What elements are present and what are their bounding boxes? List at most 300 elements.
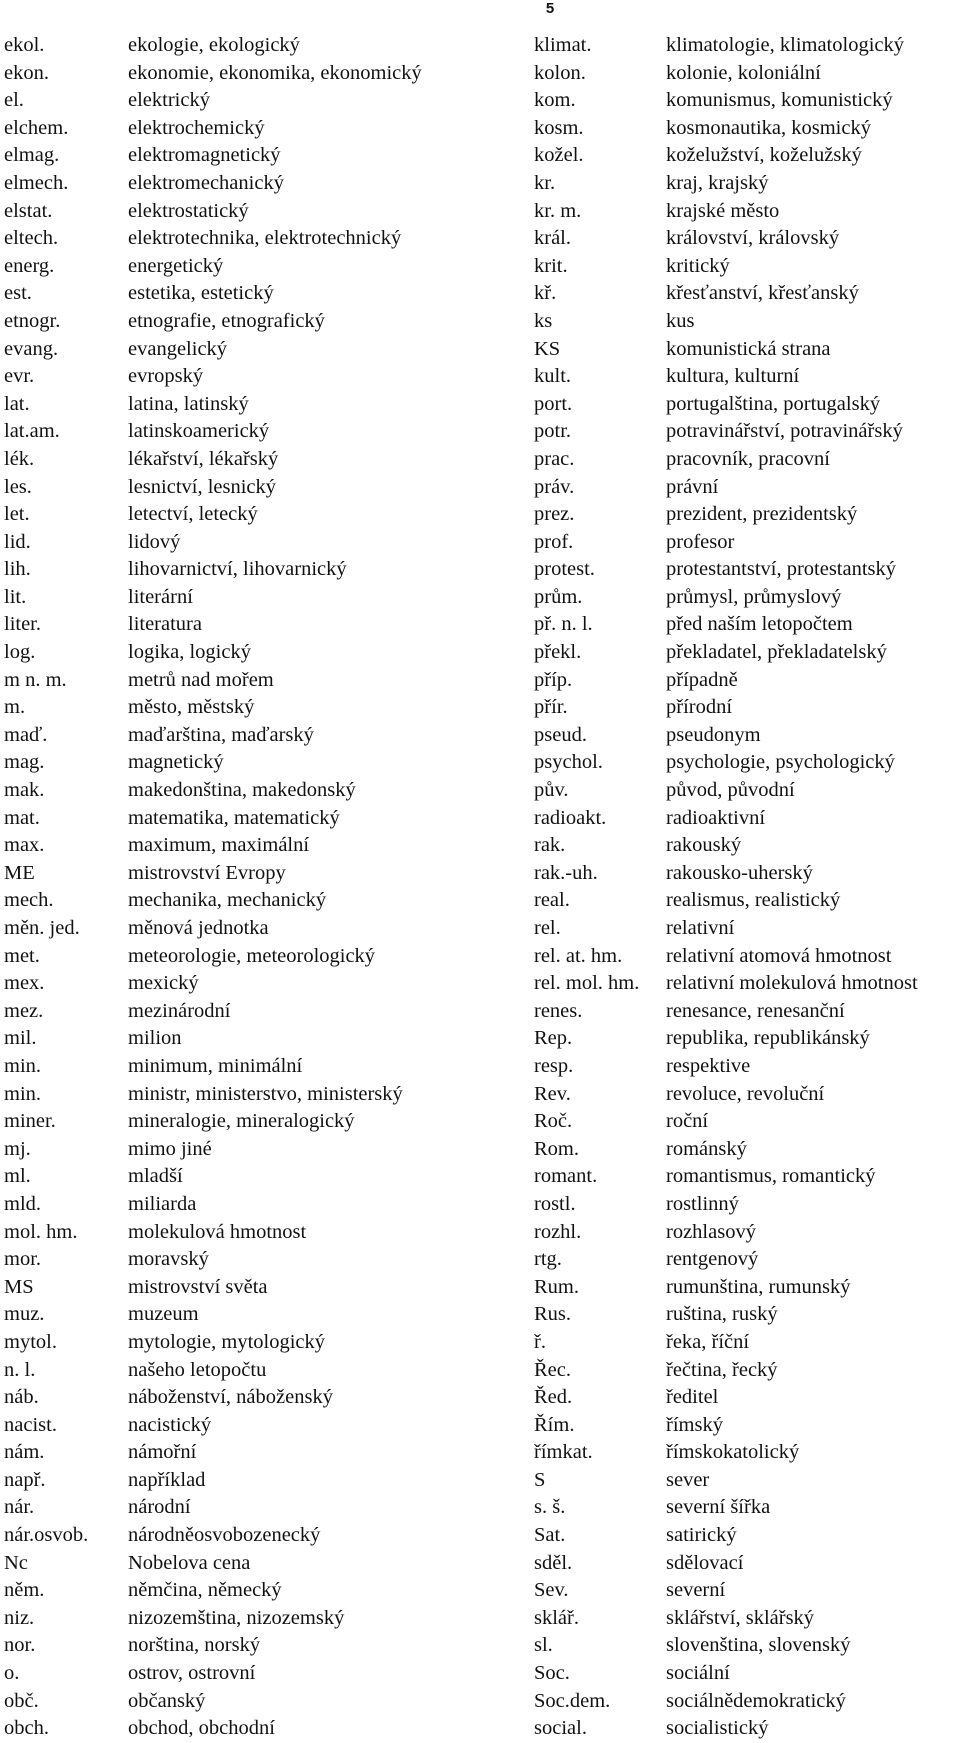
abbreviation-term: miner. [4, 1110, 56, 1133]
abbreviation-meaning: rostlinný [666, 1192, 739, 1215]
abbreviation-entry [534, 832, 960, 860]
abbreviation-meaning: lékařství, lékařský [128, 447, 279, 470]
abbreviation-entry [534, 1605, 960, 1633]
abbreviation-entry [534, 418, 960, 446]
abbreviation-entry [534, 1577, 960, 1605]
abbreviation-term: mez. [4, 999, 44, 1022]
abbreviation-entry [4, 1329, 514, 1357]
abbreviation-meaning: Nobelova cena [128, 1551, 251, 1574]
abbreviation-meaning: estetika, estetický [128, 282, 274, 305]
abbreviation-entry [534, 32, 960, 60]
abbreviation-term: kr. [534, 171, 556, 194]
abbreviation-entry [534, 887, 960, 915]
abbreviation-entry [534, 943, 960, 971]
abbreviation-entry [4, 170, 514, 198]
abbreviation-term: lat.am. [4, 420, 60, 443]
abbreviation-term: prům. [534, 585, 583, 608]
abbreviation-meaning: ředitel [666, 1386, 719, 1409]
abbreviation-entry [534, 391, 960, 419]
abbreviation-meaning: rakousko-uherský [666, 861, 813, 884]
abbreviation-term: muz. [4, 1303, 45, 1326]
abbreviation-meaning: kus [666, 309, 695, 332]
abbreviation-entry [4, 1577, 514, 1605]
abbreviation-term: energ. [4, 254, 55, 277]
abbreviation-term: real. [534, 889, 570, 912]
abbreviation-meaning: průmysl, průmyslový [666, 585, 842, 608]
abbreviation-term: klimat. [534, 34, 592, 56]
abbreviation-term: sl. [534, 1634, 553, 1657]
abbreviation-entry [4, 1522, 514, 1550]
abbreviation-term: nár.osvob. [4, 1524, 89, 1547]
abbreviation-entry [534, 170, 960, 198]
abbreviation-meaning: křesťanství, křesťanský [666, 282, 859, 305]
abbreviation-term: Řed. [534, 1386, 573, 1409]
abbreviation-term: sklář. [534, 1606, 579, 1629]
abbreviation-entry [4, 887, 514, 915]
abbreviation-meaning: klimatologie, klimatologický [666, 34, 904, 56]
abbreviation-term: král. [534, 227, 571, 250]
abbreviation-term: překl. [534, 641, 582, 664]
abbreviation-term: eltech. [4, 227, 59, 250]
abbreviation-entry [534, 1715, 960, 1743]
abbreviation-term: příp. [534, 668, 573, 691]
abbreviation-entry [534, 1384, 960, 1412]
abbreviation-entry [4, 667, 514, 695]
abbreviation-term: romant. [534, 1165, 598, 1188]
abbreviation-meaning: evropský [128, 365, 204, 388]
abbreviation-meaning: ostrov, ostrovní [128, 1662, 256, 1685]
abbreviation-meaning: radioaktivní [666, 806, 766, 829]
abbreviation-meaning: němčina, německý [128, 1579, 282, 1602]
abbreviation-entry [4, 1688, 514, 1716]
abbreviation-term: lit. [4, 585, 27, 608]
right-column [534, 32, 960, 1743]
abbreviation-entry [4, 805, 514, 833]
abbreviation-entry [534, 1136, 960, 1164]
abbreviation-term: lih. [4, 558, 31, 581]
abbreviation-term: Řím. [534, 1413, 575, 1436]
abbreviation-term: mol. hm. [4, 1220, 78, 1243]
abbreviation-entry [4, 1384, 514, 1412]
abbreviation-meaning: původ, původní [666, 779, 795, 802]
abbreviation-entry [4, 198, 514, 226]
abbreviation-entry [534, 749, 960, 777]
abbreviation-meaning: letectví, letecký [128, 503, 258, 526]
abbreviation-meaning: milion [128, 1027, 182, 1050]
abbreviation-meaning: latinskoamerický [128, 420, 270, 443]
abbreviation-meaning: pracovník, pracovní [666, 447, 830, 470]
abbreviation-meaning: přírodní [666, 696, 733, 719]
abbreviation-meaning: mexický [128, 972, 199, 995]
abbreviation-term: nár. [4, 1496, 35, 1519]
abbreviation-meaning: energetický [128, 254, 224, 277]
abbreviation-term: např. [4, 1468, 46, 1491]
abbreviation-term: radioakt. [534, 806, 607, 829]
abbreviation-entry [4, 308, 514, 336]
abbreviation-entry [4, 60, 514, 88]
abbreviation-meaning: logika, logický [128, 641, 251, 664]
abbreviation-meaning: lesnictví, lesnický [128, 475, 277, 498]
abbreviation-term: min. [4, 1054, 42, 1077]
abbreviation-term: etnogr. [4, 309, 61, 332]
abbreviation-meaning: realismus, realistický [666, 889, 841, 912]
abbreviation-entry [4, 694, 514, 722]
abbreviation-entry [534, 115, 960, 143]
abbreviation-term: est. [4, 282, 32, 305]
abbreviation-term: mor. [4, 1248, 42, 1271]
abbreviation-entry [4, 970, 514, 998]
abbreviation-term: mj. [4, 1137, 31, 1160]
abbreviation-meaning: severní [666, 1579, 726, 1602]
abbreviation-term: lid. [4, 530, 31, 553]
abbreviation-term: Sat. [534, 1524, 566, 1547]
abbreviation-term: ks [534, 309, 553, 332]
abbreviation-term: kolon. [534, 61, 586, 84]
abbreviation-entry [4, 611, 514, 639]
abbreviation-term: kř. [534, 282, 557, 305]
abbreviation-term: něm. [4, 1579, 45, 1602]
abbreviation-term: les. [4, 475, 32, 498]
abbreviation-entry [4, 1163, 514, 1191]
abbreviation-entry [534, 1025, 960, 1053]
abbreviation-entry [534, 584, 960, 612]
abbreviation-entry [4, 1467, 514, 1495]
abbreviation-term: let. [4, 503, 30, 526]
abbreviation-entry [4, 1660, 514, 1688]
abbreviation-entry [534, 667, 960, 695]
abbreviation-term: MS [4, 1275, 34, 1298]
abbreviation-entry [534, 777, 960, 805]
abbreviation-entry [4, 418, 514, 446]
abbreviation-entry [4, 1715, 514, 1743]
abbreviation-term: ekon. [4, 61, 49, 84]
abbreviation-term: KS [534, 337, 561, 360]
abbreviation-term: evr. [4, 365, 35, 388]
abbreviation-meaning: makedonština, makedonský [128, 779, 356, 802]
abbreviation-meaning: římský [666, 1413, 723, 1436]
abbreviation-entry [534, 1412, 960, 1440]
abbreviation-entry [534, 1494, 960, 1522]
abbreviation-term: nacist. [4, 1413, 57, 1436]
abbreviation-term: kom. [534, 89, 576, 112]
abbreviation-meaning: potravinářství, potravinářský [666, 420, 903, 443]
abbreviation-term: resp. [534, 1054, 574, 1077]
abbreviation-meaning: románský [666, 1137, 747, 1160]
abbreviation-meaning: republika, republikánský [666, 1027, 870, 1050]
abbreviation-entry [4, 1219, 514, 1247]
abbreviation-entry [4, 1301, 514, 1329]
abbreviation-term: měn. jed. [4, 917, 80, 939]
abbreviation-entry [4, 363, 514, 391]
abbreviation-entry [534, 1246, 960, 1274]
abbreviation-term: mat. [4, 806, 40, 829]
abbreviation-entry [4, 1494, 514, 1522]
abbreviation-term: ř. [534, 1330, 546, 1353]
abbreviation-entry [534, 336, 960, 364]
abbreviation-meaning: protestantství, protestantský [666, 558, 897, 581]
abbreviation-meaning: norština, norský [128, 1634, 261, 1657]
abbreviation-term: ml. [4, 1165, 31, 1188]
abbreviation-term: Sev. [534, 1579, 569, 1602]
abbreviation-term: krit. [534, 254, 568, 277]
abbreviation-meaning: rentgenový [666, 1248, 759, 1271]
abbreviation-entry [534, 1274, 960, 1302]
abbreviation-term: potr. [534, 420, 572, 443]
abbreviation-term: rel. mol. hm. [534, 972, 640, 995]
abbreviation-meaning: elektrostatický [128, 199, 249, 222]
abbreviation-term: obch. [4, 1717, 49, 1740]
abbreviation-meaning: renesance, renesanční [666, 999, 845, 1022]
abbreviation-meaning: pseudonym [666, 723, 761, 746]
abbreviation-term: Rom. [534, 1137, 579, 1160]
abbreviation-meaning: respektive [666, 1054, 751, 1077]
abbreviation-entry [534, 1467, 960, 1495]
abbreviation-meaning: elektrický [128, 89, 210, 112]
abbreviation-meaning: relativní atomová hmotnost [666, 944, 892, 967]
abbreviation-term: kožel. [534, 144, 584, 167]
abbreviation-meaning: minimum, minimální [128, 1054, 303, 1077]
abbreviation-meaning: mistrovství světa [128, 1275, 268, 1298]
abbreviation-meaning: psychologie, psychologický [666, 751, 895, 774]
abbreviation-meaning: muzeum [128, 1303, 199, 1326]
left-column [4, 32, 514, 1743]
abbreviation-term: sděl. [534, 1551, 573, 1574]
abbreviation-entry [534, 556, 960, 584]
abbreviation-meaning: kraj, krajský [666, 171, 769, 194]
abbreviation-meaning: elektrotechnika, elektrotechnický [128, 227, 402, 250]
abbreviation-meaning: národněosvobozenecký [128, 1524, 321, 1547]
abbreviation-meaning: námořní [128, 1441, 197, 1464]
abbreviation-entry [534, 198, 960, 226]
abbreviation-entry [534, 253, 960, 281]
abbreviation-term: Soc. [534, 1662, 570, 1685]
abbreviation-meaning: literární [128, 585, 193, 608]
abbreviation-meaning: molekulová hmotnost [128, 1220, 307, 1243]
abbreviation-meaning: rakouský [666, 834, 742, 857]
abbreviation-term: lék. [4, 447, 35, 470]
abbreviation-meaning: moravský [128, 1248, 209, 1271]
abbreviation-entry [534, 280, 960, 308]
abbreviation-meaning: severní šířka [666, 1496, 771, 1519]
abbreviation-entry [534, 915, 960, 943]
abbreviation-entry [534, 501, 960, 529]
abbreviation-meaning: revoluce, revoluční [666, 1082, 825, 1105]
abbreviation-meaning: právní [666, 475, 719, 498]
abbreviation-meaning: sociálnědemokratický [666, 1689, 846, 1712]
abbreviation-term: přír. [534, 696, 568, 719]
abbreviation-meaning: mytologie, mytologický [128, 1330, 326, 1353]
abbreviation-entry [534, 611, 960, 639]
abbreviation-entry [534, 1081, 960, 1109]
abbreviation-meaning: elektromechanický [128, 171, 284, 194]
abbreviation-entry [4, 998, 514, 1026]
abbreviation-entry [534, 1660, 960, 1688]
abbreviation-term: nor. [4, 1634, 36, 1657]
abbreviation-term: mil. [4, 1027, 37, 1050]
abbreviation-meaning: mezinárodní [128, 999, 231, 1022]
abbreviation-entry [534, 1688, 960, 1716]
abbreviation-meaning: roční [666, 1110, 709, 1133]
abbreviation-entry [4, 722, 514, 750]
abbreviation-entry [534, 1329, 960, 1357]
abbreviation-term: mex. [4, 972, 45, 995]
abbreviation-term: Rus. [534, 1303, 572, 1326]
abbreviation-meaning: nizozemština, nizozemský [128, 1606, 345, 1629]
abbreviation-meaning: sdělovací [666, 1551, 744, 1574]
abbreviation-meaning: římskokatolický [666, 1441, 800, 1464]
abbreviation-term: rostl. [534, 1192, 576, 1215]
abbreviation-meaning: ministr, ministerstvo, ministerský [128, 1082, 403, 1105]
abbreviation-entry [534, 694, 960, 722]
abbreviation-entry [4, 1439, 514, 1467]
abbreviation-meaning: krajské město [666, 199, 780, 222]
abbreviation-meaning: romantismus, romantický [666, 1165, 876, 1188]
abbreviation-entry [534, 970, 960, 998]
abbreviation-meaning: kritický [666, 254, 730, 277]
abbreviation-meaning: relativní [666, 917, 735, 939]
abbreviation-meaning: překladatel, překladatelský [666, 641, 887, 664]
abbreviation-entry [4, 1081, 514, 1109]
abbreviation-meaning: sociální [666, 1662, 730, 1685]
abbreviation-term: náb. [4, 1386, 39, 1409]
abbreviation-meaning: město, městský [128, 696, 255, 719]
abbreviation-entry [4, 1246, 514, 1274]
abbreviation-term: maď. [4, 723, 48, 746]
abbreviation-term: obč. [4, 1689, 39, 1712]
abbreviation-entry [4, 1025, 514, 1053]
abbreviation-term: rtg. [534, 1248, 562, 1271]
abbreviation-term: m n. m. [4, 668, 67, 691]
abbreviation-entry [534, 1219, 960, 1247]
abbreviation-meaning: kolonie, koloniální [666, 61, 821, 84]
abbreviation-entry [4, 832, 514, 860]
abbreviation-meaning: etnografie, etnografický [128, 309, 325, 332]
abbreviation-meaning: lidový [128, 530, 181, 553]
abbreviation-meaning: mladší [128, 1165, 183, 1188]
abbreviation-meaning: ekonomie, ekonomika, ekonomický [128, 61, 422, 84]
abbreviation-term: Řec. [534, 1358, 571, 1381]
abbreviation-meaning: sklářství, sklářský [666, 1606, 815, 1629]
abbreviation-entry [534, 639, 960, 667]
abbreviation-entry [534, 1550, 960, 1578]
abbreviation-meaning: náboženství, náboženský [128, 1386, 333, 1409]
abbreviation-meaning: matematika, matematický [128, 806, 340, 829]
abbreviation-entry [534, 529, 960, 557]
abbreviation-entry [534, 225, 960, 253]
abbreviation-term: lat. [4, 392, 30, 415]
abbreviation-term: min. [4, 1082, 42, 1105]
abbreviation-entry [4, 446, 514, 474]
abbreviation-term: mytol. [4, 1330, 57, 1353]
abbreviation-entry [534, 998, 960, 1026]
abbreviation-term: elchem. [4, 116, 69, 139]
abbreviation-meaning: meteorologie, meteorologický [128, 944, 376, 967]
abbreviation-term: prez. [534, 503, 575, 526]
abbreviation-meaning: například [128, 1468, 206, 1491]
abbreviation-term: Rep. [534, 1027, 573, 1050]
abbreviation-term: m. [4, 696, 26, 719]
abbreviation-meaning: elektromagnetický [128, 144, 281, 167]
abbreviation-term: kult. [534, 365, 572, 388]
abbreviation-entry [534, 1053, 960, 1081]
abbreviation-entry [4, 115, 514, 143]
abbreviation-term: max. [4, 834, 45, 857]
abbreviation-entry [534, 363, 960, 391]
abbreviation-entry [534, 474, 960, 502]
abbreviation-term: psychol. [534, 751, 603, 774]
abbreviation-entry [4, 1191, 514, 1219]
abbreviation-entry [4, 1274, 514, 1302]
abbreviation-term: elstat. [4, 199, 53, 222]
abbreviation-term: port. [534, 392, 573, 415]
abbreviation-meaning: občanský [128, 1689, 206, 1712]
abbreviation-term: elmech. [4, 171, 69, 194]
abbreviation-meaning: prezident, prezidentský [666, 503, 858, 526]
abbreviation-term: Nc [4, 1551, 28, 1574]
abbreviation-meaning: národní [128, 1496, 191, 1519]
abbreviation-entry [4, 1632, 514, 1660]
abbreviation-meaning: sever [666, 1468, 710, 1491]
abbreviation-meaning: maximum, maximální [128, 834, 310, 857]
abbreviation-meaning: socialistický [666, 1717, 769, 1740]
abbreviation-term: rel. at. hm. [534, 944, 623, 967]
abbreviation-meaning: nacistický [128, 1413, 212, 1436]
abbreviation-meaning: miliarda [128, 1192, 197, 1215]
abbreviation-term: mld. [4, 1192, 42, 1215]
abbreviation-entry [4, 142, 514, 170]
abbreviation-term: Rum. [534, 1275, 579, 1298]
abbreviation-entry [534, 1632, 960, 1660]
abbreviation-term: elmag. [4, 144, 60, 167]
abbreviation-term: n. l. [4, 1358, 36, 1381]
abbreviation-entry [4, 915, 514, 943]
abbreviation-entry [4, 639, 514, 667]
abbreviation-term: met. [4, 944, 40, 967]
abbreviation-term: ekol. [4, 34, 45, 56]
abbreviation-entry [534, 722, 960, 750]
abbreviation-entry [4, 391, 514, 419]
abbreviation-meaning: satirický [666, 1524, 737, 1547]
abbreviation-entry [4, 749, 514, 777]
abbreviation-entry [534, 1522, 960, 1550]
abbreviation-entry [4, 1550, 514, 1578]
page-number: 5 [545, 0, 555, 17]
abbreviation-term: rak.-uh. [534, 861, 598, 884]
abbreviation-meaning: obchod, obchodní [128, 1717, 275, 1740]
abbreviation-entry [4, 253, 514, 281]
abbreviation-term: evang. [4, 337, 59, 360]
abbreviation-meaning: případně [666, 668, 738, 691]
abbreviation-meaning: kultura, kulturní [666, 365, 800, 388]
abbreviation-term: prof. [534, 530, 574, 553]
abbreviation-meaning: ekologie, ekologický [128, 34, 300, 56]
abbreviation-meaning: metrů nad mořem [128, 668, 274, 691]
abbreviation-term: kr. m. [534, 199, 582, 222]
abbreviation-entry [4, 225, 514, 253]
abbreviation-entry [4, 529, 514, 557]
abbreviation-entry [534, 60, 960, 88]
abbreviation-entry [534, 308, 960, 336]
abbreviation-term: rak. [534, 834, 566, 857]
abbreviation-meaning: měnová jednotka [128, 917, 269, 939]
abbreviation-term: práv. [534, 475, 575, 498]
abbreviation-entry [4, 336, 514, 364]
abbreviation-entry [4, 474, 514, 502]
abbreviation-meaning: mistrovství Evropy [128, 861, 286, 884]
abbreviation-term: kosm. [534, 116, 584, 139]
abbreviation-meaning: slovenština, slovenský [666, 1634, 851, 1657]
abbreviation-entry [534, 1163, 960, 1191]
